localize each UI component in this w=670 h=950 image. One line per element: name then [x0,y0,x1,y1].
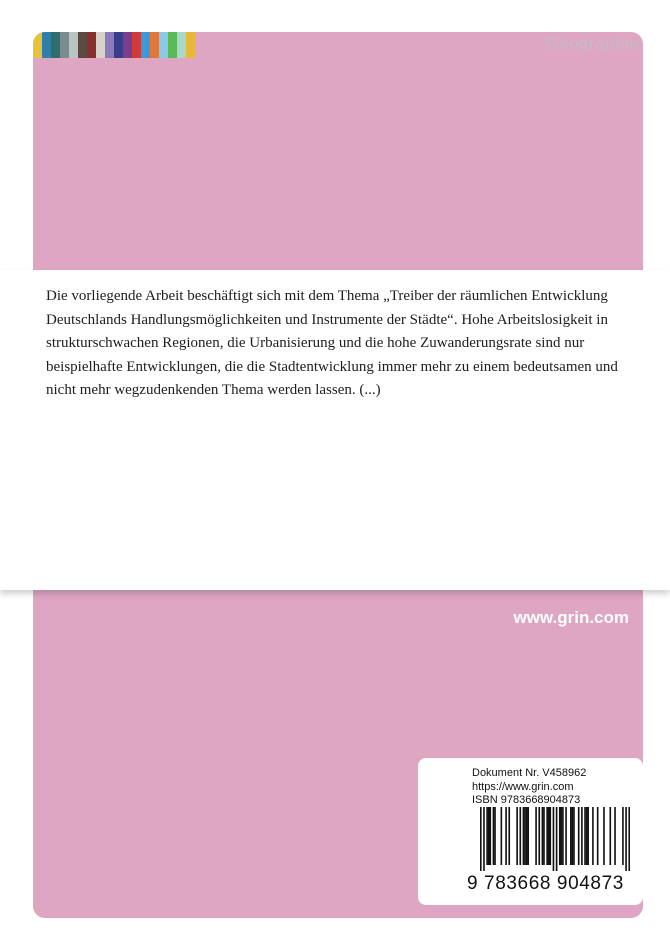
barcode-bar [561,807,563,865]
color-stripe [168,32,177,58]
isbn-barcode [480,807,630,871]
color-stripe [159,32,168,58]
barcode-bar [548,807,550,865]
color-stripe [33,32,42,58]
color-stripe [96,32,105,58]
barcode-bar [572,807,574,865]
barcode-bar [488,807,490,865]
barcode-bar [494,807,496,865]
barcode-bar [549,807,551,865]
color-stripe [78,32,87,58]
color-stripe [186,32,195,58]
barcode-bar [597,807,599,865]
barcode-bar [538,807,540,865]
color-stripes [33,32,195,58]
color-stripe [114,32,123,58]
isbn-line: ISBN 9783668904873 [472,794,581,806]
barcode-meta [472,767,586,808]
color-stripe [150,32,159,58]
category-label: Geographie [545,34,639,53]
barcode-bar [505,807,507,865]
barcode-bar [493,807,495,865]
barcode-bar [565,807,567,865]
barcode-bar [559,807,561,865]
barcode-bar [483,807,485,871]
barcode-bar [578,807,580,865]
color-stripe [123,32,132,58]
barcode-bar [480,807,482,871]
document-number: Dokument Nr. V458962 [472,767,587,779]
barcode-bar [546,807,548,865]
color-stripe [60,32,69,58]
barcode-bar [527,807,529,865]
color-stripe [105,32,114,58]
barcode-bar [625,807,627,871]
barcode-bar [524,807,526,865]
barcode-bar [489,807,491,865]
publisher-url[interactable]: www.grin.com [513,608,629,627]
barcode-bar [581,807,583,865]
barcode-bar [562,807,564,865]
barcode-bar [556,807,558,871]
document-url: https://www.grin.com [472,780,574,793]
barcode-bar [516,807,518,865]
barcode-bar [553,807,555,871]
barcode-bar [526,807,528,865]
color-stripe [87,32,96,58]
barcode-bar [584,807,586,865]
barcode-bar [628,807,630,871]
barcode-bar [603,807,605,865]
abstract-text: Die vorliegende Arbeit beschäftigt sich mit dem Thema „Treiber der räumlichen Entwicklung Deutschlands Handlungsmöglichkeiten und Instrumente der Städte“. Hohe Arbeitslosigkeit in strukturschwachen Regionen, die Urbanisierung und die hohe Zuwanderungsrate sind nur beispielhafte Entwicklungen, die die Stadtentwicklung immer mehr zu einem bedeutsamen und nicht mehr wegzudenkenden Thema werden lassen. (...) [46,288,618,399]
barcode-bar [573,807,575,865]
barcode-bar [622,807,624,865]
color-stripe [177,32,186,58]
barcode-bar [609,807,611,865]
barcode-bar [614,807,616,865]
color-stripe [51,32,60,58]
barcode-digits: 9 783668 904873 [467,873,624,894]
color-stripe [42,32,51,58]
barcode-bar [519,807,521,865]
barcode-bar [523,807,525,865]
barcode-bar [592,807,594,865]
barcode-bar [543,807,545,865]
barcode-bar [486,807,488,865]
color-stripe [141,32,150,58]
barcode-bar [570,807,572,865]
barcode-bar [535,807,537,865]
barcode-bar [542,807,544,865]
barcode-bar [586,807,588,865]
color-stripe [132,32,141,58]
barcode-bar [501,807,503,865]
color-stripe [69,32,78,58]
barcode-bar [508,807,510,865]
barcode-bar [587,807,589,865]
